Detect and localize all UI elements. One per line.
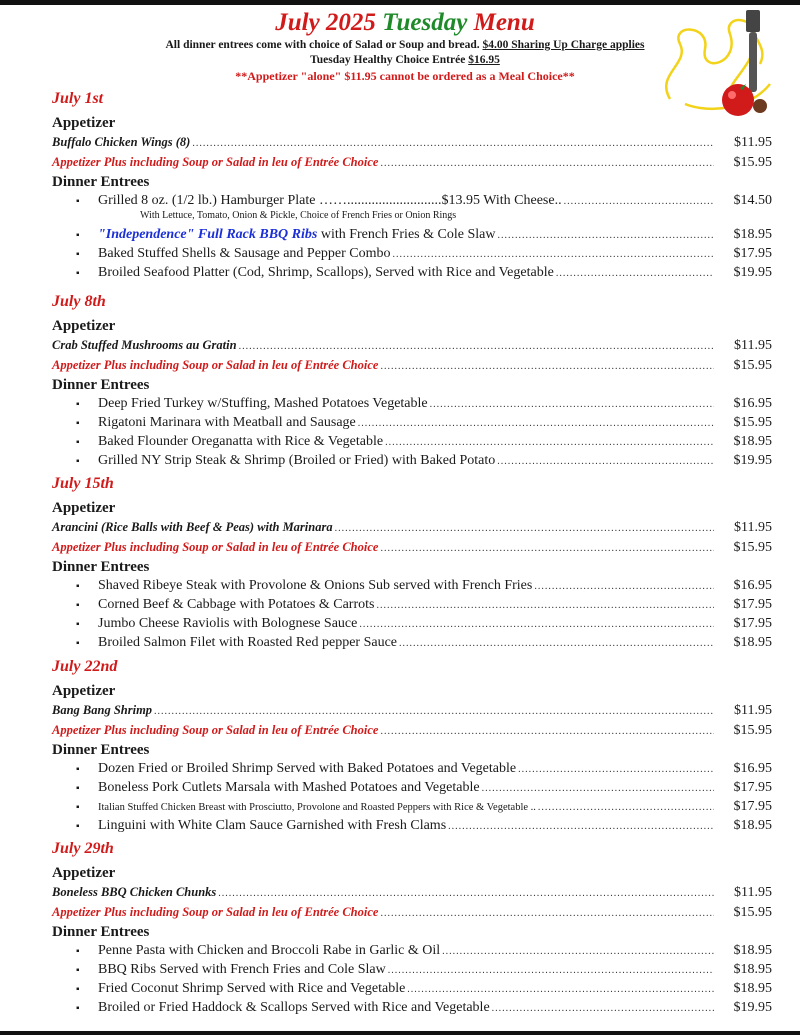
appetizer-line bbox=[52, 703, 772, 723]
appetizer-plus-label: Appetizer Plus including Soup or Salad in leu of Entrée Choice bbox=[52, 155, 379, 169]
week-date: July 1st bbox=[52, 90, 104, 107]
entree-name: BBQ Ribs Served with French Fries and Cole Slaw bbox=[98, 962, 386, 977]
appetizer-plus-label: Appetizer Plus including Soup or Salad in leu of Entrée Choice bbox=[52, 905, 379, 919]
bullet-icon: ▪ bbox=[76, 764, 80, 775]
appetizer-line bbox=[52, 885, 772, 905]
entree-price: $17.95 bbox=[733, 246, 772, 261]
bullet-icon: ▪ bbox=[76, 230, 80, 241]
entree-price: $18.95 bbox=[733, 943, 772, 958]
entree-highlight: "Independence" Full Rack BBQ Ribs bbox=[98, 227, 318, 242]
bullet-icon: ▪ bbox=[76, 600, 80, 611]
dot-leader bbox=[564, 196, 714, 207]
entree-name: Broiled Salmon Filet with Roasted Red pepper Sauce bbox=[98, 635, 398, 650]
dot-leader bbox=[482, 783, 714, 794]
entree-price: $17.95 bbox=[733, 616, 772, 631]
entree-price: $18.95 bbox=[733, 962, 772, 977]
appetizer-plus-label: Appetizer Plus including Soup or Salad in leu of Entrée Choice bbox=[52, 358, 379, 372]
bullet-icon: ▪ bbox=[76, 984, 80, 995]
week-date: July 8th bbox=[52, 293, 106, 310]
entree-name: Deep Fried Turkey w/Stuffing, Mashed Potatoes Vegetable bbox=[98, 396, 428, 411]
entree-name: Italian Stuffed Chicken Breast with Prosciutto, Provolone and Roasted Peppers with Rice & Vegetable .. bbox=[98, 802, 536, 813]
appetizer-plus-line bbox=[52, 723, 772, 743]
entree-item bbox=[76, 246, 772, 266]
dot-leader bbox=[335, 523, 714, 534]
header-line-3: **Appetizer "alone" $11.95 cannot be ordered as a Meal Choice** bbox=[235, 69, 575, 83]
header-line-2: Tuesday Healthy Choice Entrée $16.95 bbox=[310, 54, 500, 66]
bullet-icon: ▪ bbox=[76, 268, 80, 279]
entree-item bbox=[76, 780, 772, 800]
appetizer-plus-line bbox=[52, 540, 772, 560]
entree-price: $17.95 bbox=[733, 597, 772, 612]
entree-name bbox=[98, 227, 495, 243]
dot-leader bbox=[556, 268, 714, 279]
dot-leader bbox=[154, 706, 714, 717]
entree-item bbox=[76, 578, 772, 598]
entree-item bbox=[76, 635, 772, 655]
entree-name: Corned Beef & Cabbage with Potatoes & Carrots bbox=[98, 597, 375, 612]
appetizer-plus-price: $15.95 bbox=[733, 723, 772, 738]
entree-item bbox=[76, 415, 772, 435]
entree-name: Broiled Seafood Platter (Cod, Shrimp, Scallops), Served with Rice and Vegetable bbox=[98, 265, 554, 280]
entree-name: Baked Flounder Oreganatta with Rice & Vegetable bbox=[98, 434, 384, 449]
entrees-heading: Dinner Entrees bbox=[52, 559, 150, 575]
entree-item bbox=[76, 616, 772, 636]
bullet-icon: ▪ bbox=[76, 946, 80, 957]
dot-leader bbox=[376, 600, 714, 611]
appetizer-plus-line bbox=[52, 155, 772, 175]
bullet-icon: ▪ bbox=[76, 399, 80, 410]
entree-name: Penne Pasta with Chicken and Broccoli Rabe in Garlic & Oil bbox=[98, 943, 441, 958]
week-date: July 29th bbox=[52, 840, 114, 857]
entree-name: Grilled 8 oz. (1/2 lb.) Hamburger Plate ……...........................$13.95 With Cheese.. bbox=[98, 193, 562, 208]
header-line-1: All dinner entrees come with choice of Salad or Soup and bread. $4.00 Sharing Up Charge applies bbox=[165, 39, 645, 51]
appetizer-heading: Appetizer bbox=[52, 115, 116, 131]
entrees-heading: Dinner Entrees bbox=[52, 174, 150, 190]
dot-leader bbox=[497, 456, 714, 467]
entree-item bbox=[76, 227, 772, 247]
appetizer-plus-price: $15.95 bbox=[733, 358, 772, 373]
entree-item bbox=[76, 818, 772, 838]
appetizer-line bbox=[52, 338, 772, 358]
entree-item bbox=[76, 981, 772, 1001]
appetizer-price: $11.95 bbox=[734, 135, 772, 150]
entree-item bbox=[76, 943, 772, 963]
entree-price: $18.95 bbox=[733, 434, 772, 449]
appetizer-price: $11.95 bbox=[734, 338, 772, 353]
bullet-icon: ▪ bbox=[76, 638, 80, 649]
dot-leader bbox=[407, 984, 714, 995]
entree-price: $17.95 bbox=[733, 780, 772, 795]
entree-price: $16.95 bbox=[733, 761, 772, 776]
entree-name: Boneless Pork Cutlets Marsala with Mashed Potatoes and Vegetable bbox=[98, 780, 480, 795]
entree-price: $15.95 bbox=[733, 415, 772, 430]
appetizer-price: $11.95 bbox=[734, 703, 772, 718]
entree-item bbox=[76, 434, 772, 454]
entree-item bbox=[76, 761, 772, 781]
bottom-border bbox=[0, 1031, 800, 1035]
appetizer-name: Arancini (Rice Balls with Beef & Peas) with Marinara bbox=[52, 520, 333, 534]
dot-leader bbox=[239, 341, 714, 352]
entree-item bbox=[76, 265, 772, 285]
entree-name: Jumbo Cheese Raviolis with Bolognese Sauce bbox=[98, 616, 358, 631]
entree-price: $18.95 bbox=[733, 227, 772, 242]
entree-price: $19.95 bbox=[733, 453, 772, 468]
entree-name: Rigatoni Marinara with Meatball and Sausage bbox=[98, 415, 356, 430]
appetizer-name: Bang Bang Shrimp bbox=[52, 703, 153, 717]
entree-name: Dozen Fried or Broiled Shrimp Served with Baked Potatoes and Vegetable bbox=[98, 761, 517, 776]
bullet-icon: ▪ bbox=[76, 249, 80, 260]
entree-price: $16.95 bbox=[733, 396, 772, 411]
appetizer-plus-price: $15.95 bbox=[733, 905, 772, 920]
dot-leader bbox=[534, 581, 714, 592]
dot-leader bbox=[399, 638, 714, 649]
bullet-icon: ▪ bbox=[76, 1003, 80, 1014]
appetizer-heading: Appetizer bbox=[52, 318, 116, 334]
dot-leader bbox=[218, 888, 714, 899]
entree-price: $17.95 bbox=[733, 799, 772, 814]
entree-item bbox=[76, 396, 772, 416]
dot-leader bbox=[538, 802, 714, 813]
appetizer-name: Boneless BBQ Chicken Chunks bbox=[52, 885, 217, 899]
appetizer-name: Crab Stuffed Mushrooms au Gratin bbox=[52, 338, 237, 352]
appetizer-plus-price: $15.95 bbox=[733, 540, 772, 555]
bullet-icon: ▪ bbox=[76, 783, 80, 794]
dot-leader bbox=[359, 619, 714, 630]
spaghetti-fork-tomato-icon bbox=[650, 4, 780, 116]
appetizer-plus-line bbox=[52, 905, 772, 925]
week-date: July 15th bbox=[52, 475, 114, 492]
bullet-icon: ▪ bbox=[76, 418, 80, 429]
bullet-icon: ▪ bbox=[76, 456, 80, 467]
entree-price: $14.50 bbox=[733, 193, 772, 208]
entree-price: $18.95 bbox=[733, 981, 772, 996]
bullet-icon: ▪ bbox=[76, 437, 80, 448]
dot-leader bbox=[380, 158, 714, 169]
appetizer-plus-line bbox=[52, 358, 772, 378]
appetizer-price: $11.95 bbox=[734, 885, 772, 900]
appetizer-plus-label: Appetizer Plus including Soup or Salad in leu of Entrée Choice bbox=[52, 723, 379, 737]
entree-item bbox=[76, 962, 772, 982]
entree-item bbox=[76, 799, 772, 819]
appetizer-line bbox=[52, 520, 772, 540]
appetizer-plus-price: $15.95 bbox=[733, 155, 772, 170]
bullet-icon: ▪ bbox=[76, 196, 80, 207]
appetizer-name: Buffalo Chicken Wings (8) bbox=[52, 135, 191, 149]
appetizer-heading: Appetizer bbox=[52, 683, 116, 699]
week-date: July 22nd bbox=[52, 658, 118, 675]
entree-price: $16.95 bbox=[733, 578, 772, 593]
entree-item bbox=[76, 453, 772, 473]
dot-leader bbox=[388, 965, 714, 976]
dot-leader bbox=[380, 361, 714, 372]
dot-leader bbox=[385, 437, 714, 448]
entrees-heading: Dinner Entrees bbox=[52, 924, 150, 940]
dot-leader bbox=[380, 543, 714, 554]
bullet-icon: ▪ bbox=[76, 802, 80, 813]
dot-leader bbox=[358, 418, 714, 429]
appetizer-price: $11.95 bbox=[734, 520, 772, 535]
dot-leader bbox=[492, 1003, 714, 1014]
dot-leader bbox=[518, 764, 714, 775]
entree-price: $19.95 bbox=[733, 265, 772, 280]
entree-text: with French Fries & Cole Slaw bbox=[317, 227, 496, 242]
dot-leader bbox=[497, 230, 714, 241]
entree-price: $18.95 bbox=[733, 635, 772, 650]
entree-name: Grilled NY Strip Steak & Shrimp (Broiled or Fried) with Baked Potato bbox=[98, 453, 496, 468]
bullet-icon: ▪ bbox=[76, 821, 80, 832]
appetizer-heading: Appetizer bbox=[52, 500, 116, 516]
dot-leader bbox=[192, 138, 714, 149]
entree-name: Shaved Ribeye Steak with Provolone & Onions Sub served with French Fries bbox=[98, 578, 533, 593]
menu-title: July 2025 Tuesday Menu bbox=[275, 9, 535, 36]
appetizer-plus-label: Appetizer Plus including Soup or Salad in leu of Entrée Choice bbox=[52, 540, 379, 554]
dot-leader bbox=[442, 946, 714, 957]
entree-price: $18.95 bbox=[733, 818, 772, 833]
dot-leader bbox=[448, 821, 714, 832]
bullet-icon: ▪ bbox=[76, 965, 80, 976]
entree-price: $19.95 bbox=[733, 1000, 772, 1015]
entree-name: Broiled or Fried Haddock & Scallops Served with Rice and Vegetable bbox=[98, 1000, 490, 1015]
appetizer-heading: Appetizer bbox=[52, 865, 116, 881]
entree-item bbox=[76, 597, 772, 617]
entree-item bbox=[76, 1000, 772, 1020]
bullet-icon: ▪ bbox=[76, 619, 80, 630]
entree-name: Baked Stuffed Shells & Sausage and Pepper Combo bbox=[98, 246, 391, 261]
dot-leader bbox=[393, 249, 714, 260]
appetizer-line bbox=[52, 135, 772, 155]
dot-leader bbox=[430, 399, 714, 410]
entree-name: Fried Coconut Shrimp Served with Rice and Vegetable bbox=[98, 981, 406, 996]
entrees-heading: Dinner Entrees bbox=[52, 742, 150, 758]
entree-name: Linguini with White Clam Sauce Garnished with Fresh Clams bbox=[98, 818, 447, 833]
entrees-heading: Dinner Entrees bbox=[52, 377, 150, 393]
entree-note: With Lettuce, Tomato, Onion & Pickle, Choice of French Fries or Onion Rings bbox=[140, 210, 457, 221]
dot-leader bbox=[380, 908, 714, 919]
dot-leader bbox=[380, 726, 714, 737]
bullet-icon: ▪ bbox=[76, 581, 80, 592]
